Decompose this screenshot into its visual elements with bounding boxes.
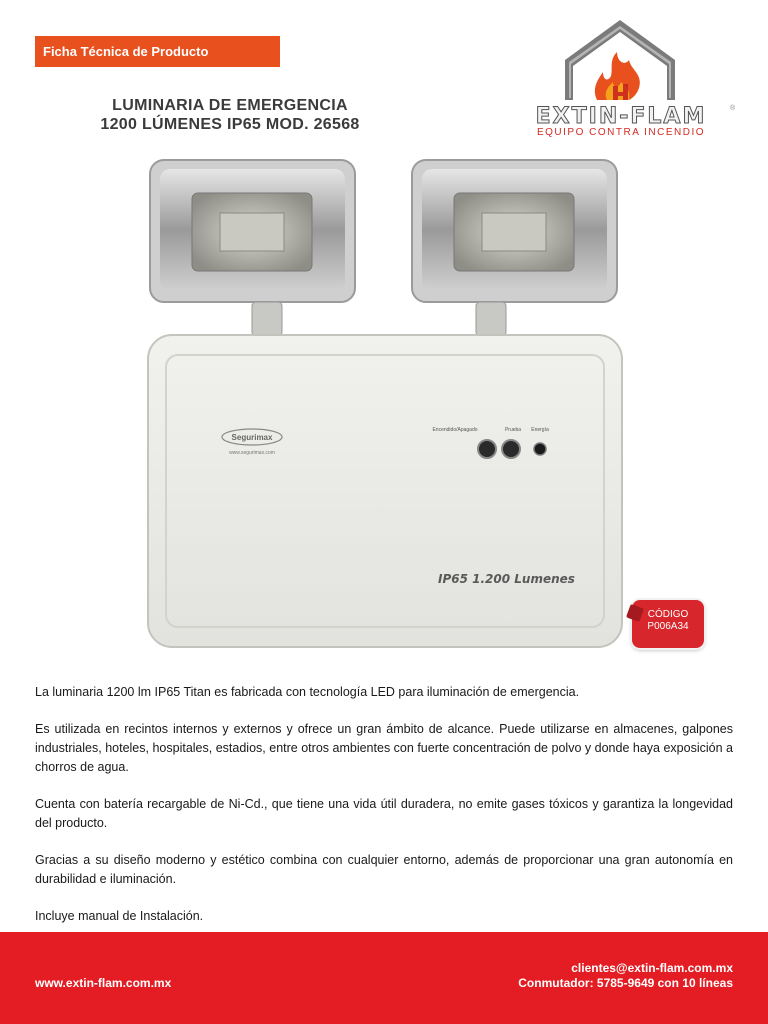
code-label: CÓDIGO — [647, 609, 689, 620]
flame-icon — [595, 52, 640, 100]
power-button-label: Encendido/Apagado — [432, 427, 478, 433]
left-lamp-head — [150, 160, 355, 336]
product-code-badge — [632, 600, 704, 648]
product-title — [60, 96, 400, 134]
brand-slogan: EQUIPO CONTRA INCENDIO — [536, 127, 705, 138]
description-paragraph-3: Cuenta con batería recargable de Ni-Cd., que tiene una vida útil duradera, no emite gases tóxicos y garantiza la longevidad del producto. — [35, 797, 733, 830]
power-button — [478, 440, 496, 458]
footer — [0, 932, 768, 1024]
product-photo — [140, 155, 630, 655]
luminaire-body — [148, 335, 622, 647]
title-line-1: LUMINARIA DE EMERGENCIA — [112, 97, 348, 114]
energy-led — [534, 443, 546, 455]
maker-label: Segurimax — [231, 433, 273, 442]
test-button — [502, 440, 520, 458]
printed-spec: IP65 1.200 Lumenes — [438, 572, 575, 586]
test-button-label: Prueba — [504, 427, 522, 433]
maker-url: www.segurimax.com — [229, 450, 275, 456]
brand-name: EXTIN-FLAM — [535, 104, 707, 129]
description-paragraph-1: La luminaria 1200 lm IP65 Titan es fabricada con tecnología LED para iluminación de emergencia. — [35, 685, 580, 699]
title-line-2: 1200 LÚMENES IP65 MOD. 26568 — [100, 116, 360, 133]
description-paragraph-4: Gracias a su diseño moderno y estético combina con cualquier entorno, además de proporcionar una gran autonomía en durabilidad e iluminación. — [35, 853, 733, 886]
code-value: P006A34 — [647, 621, 689, 632]
description-paragraph-2: Es utilizada en recintos internos y externos y ofrece un gran ámbito de alcance. Puede utilizarse en almacenes, galpones industriales, hoteles, hospitales, estadios, entre otros ambientes con fuerte concentración de polvo y donde haya exposición a chorros de agua. — [35, 722, 733, 774]
energy-indicator-label: Energía — [531, 427, 549, 433]
website-link[interactable]: www.extin-flam.com.mx — [35, 976, 172, 990]
right-lamp-head — [412, 160, 617, 336]
description-paragraph-5: Incluye manual de Instalación. — [35, 909, 204, 923]
email-link[interactable]: clientes@extin-flam.com.mx — [571, 961, 733, 975]
document-type-tag: Ficha Técnica de Producto — [35, 36, 280, 67]
product-description — [35, 683, 733, 944]
contact-info — [518, 961, 733, 991]
registered-mark: ® — [730, 105, 735, 112]
phone-number: Conmutador: 5785-9649 con 10 líneas — [518, 976, 733, 990]
